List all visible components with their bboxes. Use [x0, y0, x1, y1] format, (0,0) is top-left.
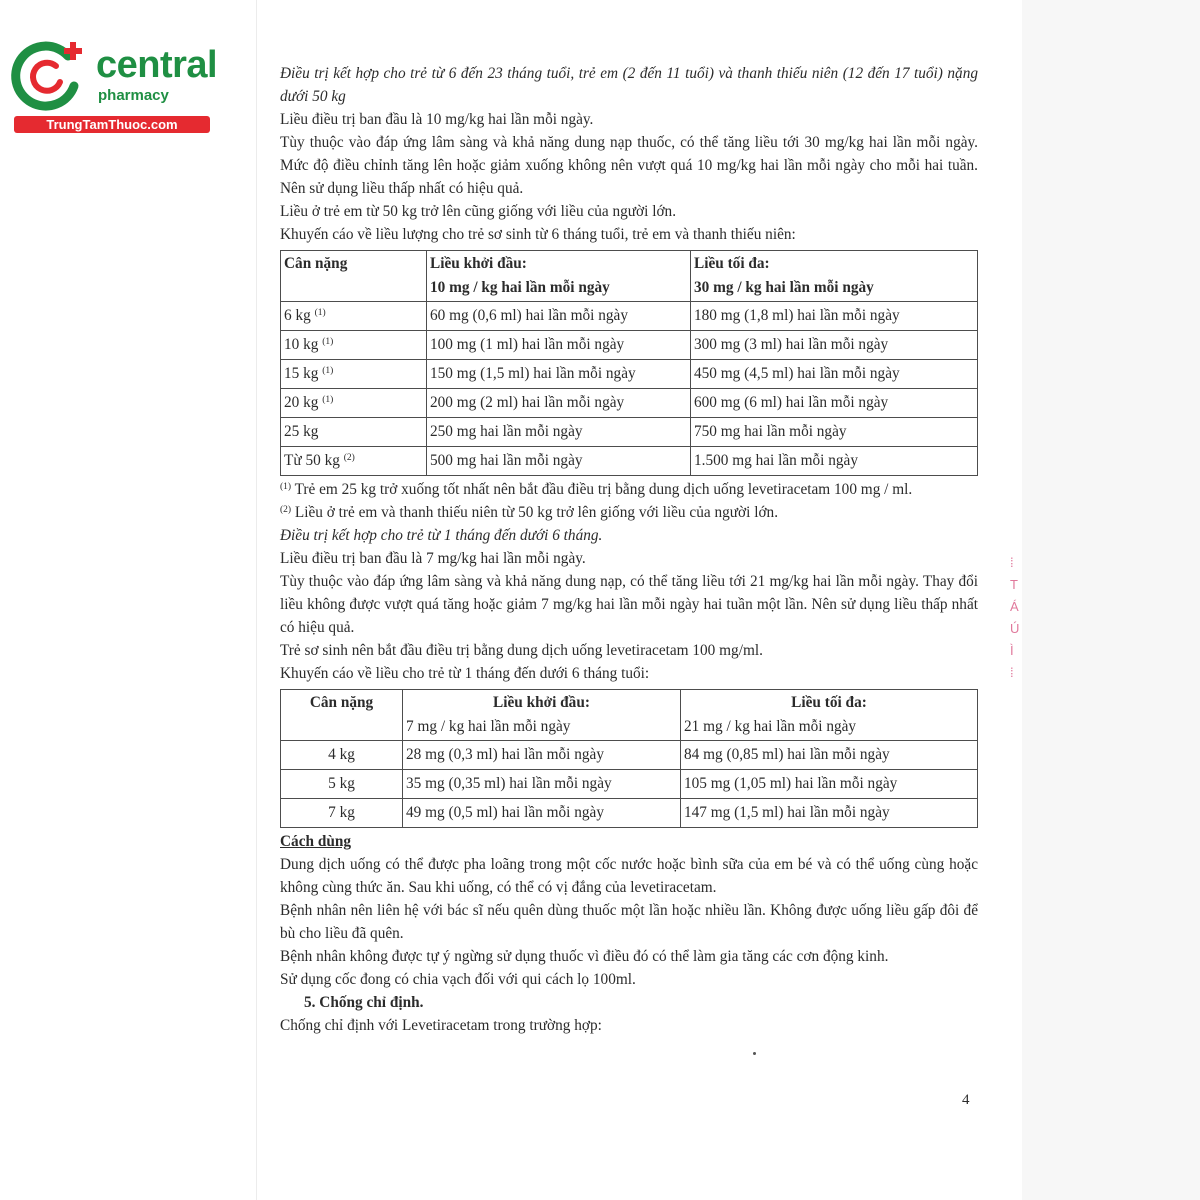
page-number: 4: [962, 1092, 970, 1108]
usage-paragraph-2: Bệnh nhân nên liên hệ với bác sĩ nếu quên dùng thuốc một lần hoặc nhiều lần. Không được uống liều gấp đôi để bù cho liều đã quên.: [280, 902, 978, 942]
table-row: 5 kg 35 mg (0,35 ml) hai lần mỗi ngày 105 mg (1,05 ml) hai lần mỗi ngày: [281, 770, 978, 799]
header-weight: Cân nặng: [281, 690, 403, 741]
logo-wordmark: central: [96, 44, 218, 86]
table-header-row: [281, 690, 978, 741]
dosage-table-children: [280, 250, 978, 476]
usage-paragraph-4: Sử dụng cốc đong có chia vạch đối với qui cách lọ 100ml.: [280, 971, 636, 988]
paragraph-infant-adjustment: Tùy thuộc vào đáp ứng lâm sàng và khả năng dung nạp, có thể tăng liều tới 21 mg/kg hai lần mỗi ngày. Thay đổi liều không được vượt quá tăng hoặc giảm 7 mg/kg hai lần mỗi ngày hai tuần một lần. Nên sử dụng liều thấp nhất có hiệu quả.: [280, 573, 978, 636]
table-row: 20 kg $^{(1)}$ 200 mg (2 ml) hai lần mỗi ngày 600 mg (6 ml) hai lần mỗi ngày: [281, 389, 978, 418]
paragraph-adult-dose: Liều ở trẻ em từ 50 kg trở lên cũng giống với liều của người lớn.: [280, 203, 677, 220]
header-start-dose: Liều khởi đầu: 7 mg / kg hai lần mỗi ngày: [403, 690, 681, 741]
table-row: 6 kg $^{(1)}$ 60 mg (0,6 ml) hai lần mỗi ngày 180 mg (1,8 ml) hai lần mỗi ngày: [281, 302, 978, 331]
table-row: 7 kg 49 mg (0,5 ml) hai lần mỗi ngày 147 mg (1,5 ml) hai lần mỗi ngày: [281, 799, 978, 828]
paragraph-infant-initial-dose: Liều điều trị ban đầu là 7 mg/kg hai lần mỗi ngày.: [280, 550, 586, 567]
central-pharmacy-logo[interactable]: [10, 36, 220, 136]
scan-speck: [753, 1052, 756, 1055]
logo-url-banner[interactable]: TrungTamThuoc.com: [14, 116, 210, 133]
table2-caption: Khuyến cáo về liều cho trẻ từ 1 tháng đến dưới 6 tháng tuổi:: [280, 665, 650, 682]
table-header-row: [281, 251, 978, 302]
table-row: Từ 50 kg $^{(2)}$ 500 mg hai lần mỗi ngày 1.500 mg hai lần mỗi ngày: [281, 447, 978, 476]
scan-edge: [256, 0, 257, 1200]
header-max-dose: Liều tối đa: 30 mg / kg hai lần mỗi ngày: [691, 251, 978, 302]
table-row: 25 kg 250 mg hai lần mỗi ngày 750 mg hai lần mỗi ngày: [281, 418, 978, 447]
usage-paragraph-1: Dung dịch uống có thể được pha loãng trong một cốc nước hoặc bình sữa của em bé và có thể uống cùng hoặc không cùng thức ăn. Sau khi uống, có thể có vị đắng của levetiracetam.: [280, 856, 978, 896]
header-start-dose: Liều khởi đầu: 10 mg / kg hai lần mỗi ngày: [427, 251, 691, 302]
table-row: 10 kg $^{(1)}$ 100 mg (1 ml) hai lần mỗi ngày 300 mg (3 ml) hai lần mỗi ngày: [281, 331, 978, 360]
table-row: 4 kg 28 mg (0,3 ml) hai lần mỗi ngày 84 mg (0,85 ml) hai lần mỗi ngày: [281, 741, 978, 770]
table-row: 15 kg $^{(1)}$ 150 mg (1,5 ml) hai lần mỗi ngày 450 mg (4,5 ml) hai lần mỗi ngày: [281, 360, 978, 389]
header-max-dose: Liều tối đa: 21 mg / kg hai lần mỗi ngày: [681, 690, 978, 741]
infant-heading: Điều trị kết hợp cho trẻ từ 1 tháng đến dưới 6 tháng.: [280, 527, 603, 544]
logo-subtitle: pharmacy: [98, 87, 169, 104]
stamp-mark: ⁞ T Á Ú Ì ⁞: [1010, 555, 1020, 680]
footnote-2: $^{(2)}$ Liều ở trẻ em và thanh thiếu niên từ 50 kg trở lên giống với liều của người lớn.: [280, 504, 779, 521]
header-weight: Cân nặng: [281, 251, 427, 302]
paragraph-initial-dose: Liều điều trị ban đầu là 10 mg/kg hai lần mỗi ngày.: [280, 111, 594, 128]
section-5-heading: 5. Chống chỉ định.: [304, 994, 424, 1011]
footnote-1: $^{(1)}$ Trẻ em 25 kg trở xuống tốt nhất nên bắt đầu điều trị bằng dung dịch uống levetiracetam 100 mg / ml.: [280, 481, 913, 498]
paragraph-infant-solution: Trẻ sơ sinh nên bắt đầu điều trị bằng dung dịch uống levetiracetam 100 mg/ml.: [280, 642, 763, 659]
table1-caption: Khuyến cáo về liều lượng cho trẻ sơ sinh từ 6 tháng tuổi, trẻ em và thanh thiếu niên:: [280, 226, 796, 243]
usage-heading: Cách dùng: [280, 833, 351, 850]
intro-heading: Điều trị kết hợp cho trẻ từ 6 đến 23 tháng tuổi, trẻ em (2 đến 11 tuổi) và thanh thiếu niên (12 đến 17 tuổi) nặng dưới 50 kg: [280, 65, 978, 105]
usage-paragraph-3: Bệnh nhân không được tự ý ngừng sử dụng thuốc vì điều đó có thể làm gia tăng các cơn động kinh.: [280, 948, 889, 965]
logo-mark-icon: [10, 36, 92, 114]
document-body: [280, 62, 978, 1037]
contraindication-intro: Chống chỉ định với Levetiracetam trong trường hợp:: [280, 1017, 602, 1034]
dosage-table-infants: [280, 689, 978, 828]
paragraph-dose-adjustment: Tùy thuộc vào đáp ứng lâm sàng và khả năng dung nạp thuốc, có thể tăng liều tới 30 mg/kg hai lần mỗi ngày. Mức độ điều chỉnh tăng lên hoặc giảm xuống không nên vượt quá 10 mg/kg hai lần mỗi ngày cho mỗi hai tuần. Nên sử dụng liều thấp nhất có hiệu quả.: [280, 134, 978, 197]
